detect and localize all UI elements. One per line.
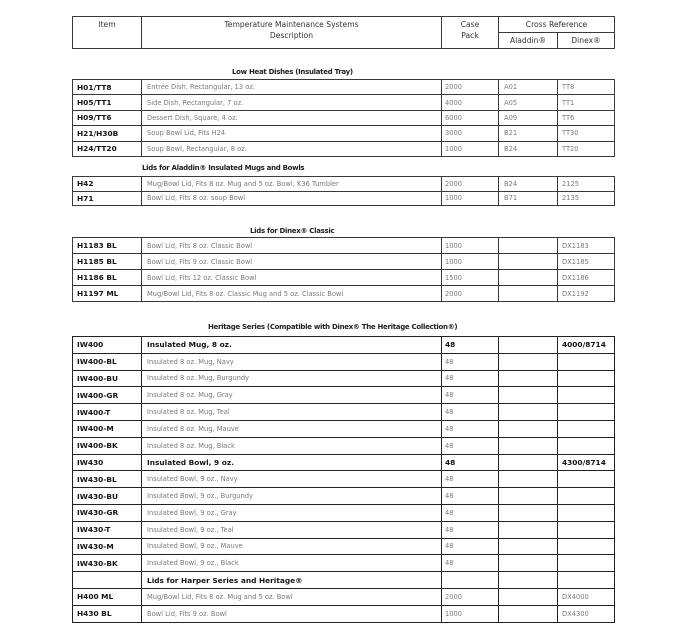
header-case-line2: Pack [461,31,479,40]
table-row [73,254,615,270]
item-code: H430 BL [73,605,142,622]
case-pack: 48 [442,488,499,505]
item-description: Bowl Lid, Fits 9 oz. Bowl [142,605,442,622]
item-code: H400 ML [73,588,142,605]
item-description: Soup Bowl, Rectangular, 8 oz. [142,141,442,156]
dinex-ref [558,504,615,521]
dinex-ref: TT6 [558,110,615,125]
item-description: Insulated Bowl, 9 oz., Mauve [142,538,442,555]
aladdin-ref: B24 [499,177,558,192]
case-pack: 2000 [442,80,499,95]
case-pack: 48 [442,404,499,421]
aladdin-ref [499,521,558,538]
section-title-heritage-series: Heritage Series (Compatible with Dinex® The Heritage Collection®) [208,323,458,331]
dinex-ref: TT1 [558,95,615,110]
dinex-ref [558,521,615,538]
item-code: IW400-BL [73,353,142,370]
header-description [142,17,442,49]
aladdin-ref [499,588,558,605]
section-title-dinex-classic-lids: Lids for Dinex® Classic [250,227,335,235]
dinex-ref [558,404,615,421]
case-pack: 48 [442,504,499,521]
item-description: Bowl Lid, Fits 8 oz. soup Bowl [142,191,442,206]
dinex-ref [558,370,615,387]
item-description: Insulated Bowl, 9 oz., Black [142,555,442,572]
dinex-ref [558,420,615,437]
case-pack: 1500 [442,270,499,286]
case-pack: 4000 [442,95,499,110]
table-row [73,538,615,555]
item-code: H71 [73,191,142,206]
header-description-line1: Temperature Maintenance Systems [224,20,359,29]
case-pack: 48 [442,538,499,555]
item-description: Bowl Lid, Fits 12 oz. Classic Bowl [142,270,442,286]
aladdin-ref: B21 [499,126,558,141]
header-item-label: Item [98,20,116,29]
dinex-ref [558,538,615,555]
aladdin-ref [499,286,558,302]
item-description: Bowl Lid, Fits 8 oz. Classic Bowl [142,238,442,254]
dinex-ref [558,387,615,404]
item-code: H1186 BL [73,270,142,286]
item-code: H21/H30B [73,126,142,141]
case-pack: 1000 [442,191,499,206]
case-pack: 2000 [442,286,499,302]
aladdin-ref [499,538,558,555]
aladdin-ref [499,605,558,622]
table-row [73,588,615,605]
dinex-ref [558,437,615,454]
subsection-header-row [73,572,615,589]
item-code: H1183 BL [73,238,142,254]
aladdin-ref [499,370,558,387]
item-code: IW400-BU [73,370,142,387]
item-description: Insulated 8 oz. Mug, Navy [142,353,442,370]
table-row [73,488,615,505]
dinex-ref: TT20 [558,141,615,156]
table-row [73,337,615,354]
table-row [73,404,615,421]
subsection-title-harper-lids: Lids for Harper Series and Heritage® [142,572,442,589]
table-row [73,191,615,206]
header-aladdin: Aladdin® [499,33,558,49]
item-code: IW430-BU [73,488,142,505]
item-description: Insulated 8 oz. Mug, Gray [142,387,442,404]
table-row [73,420,615,437]
item-code: H01/TT8 [73,80,142,95]
table-row [73,238,615,254]
table-row [73,437,615,454]
header-item [73,17,142,49]
dinex-ref: DX1192 [558,286,615,302]
aladdin-ref [499,353,558,370]
header-dinex: Dinex® [558,33,615,49]
table-row [73,471,615,488]
case-pack: 1000 [442,238,499,254]
dinex-ref: 4300/8714 [558,454,615,471]
aladdin-ref [499,337,558,354]
table-row [73,504,615,521]
column-header-table [72,16,615,49]
item-description: Insulated Bowl, 9 oz. [142,454,442,471]
aladdin-ref [499,238,558,254]
item-code: IW400 [73,337,142,354]
item-description: Side Dish, Rectangular, 7 oz. [142,95,442,110]
item-description: Mug/Bowl Lid, Fits 8 oz. Mug and 5 oz. Bowl [142,588,442,605]
heritage-series-table [72,336,615,623]
item-code: H1197 ML [73,286,142,302]
dinex-ref: 4000/8714 [558,337,615,354]
table-row [73,555,615,572]
case-pack: 1000 [442,141,499,156]
item-description: Soup Bowl Lid, Fits H24 [142,126,442,141]
aladdin-lids-table [72,176,615,206]
aladdin-ref [499,437,558,454]
item-code: H1185 BL [73,254,142,270]
dinex-ref [558,471,615,488]
case-pack: 48 [442,420,499,437]
item-code: IW430-BL [73,471,142,488]
case-pack: 2000 [442,588,499,605]
dinex-ref: DX4300 [558,605,615,622]
item-code: IW430-GR [73,504,142,521]
dinex-ref: DX4000 [558,588,615,605]
case-pack: 48 [442,454,499,471]
case-pack: 1000 [442,254,499,270]
item-code: H42 [73,177,142,192]
aladdin-ref [499,555,558,572]
item-code: H24/TT20 [73,141,142,156]
aladdin-ref [499,420,558,437]
case-pack: 48 [442,471,499,488]
aladdin-ref [499,471,558,488]
dinex-ref: TT8 [558,80,615,95]
case-pack: 48 [442,353,499,370]
section-title-low-heat-dishes: Low Heat Dishes (Insulated Tray) [232,68,353,76]
aladdin-ref [499,387,558,404]
item-code: H09/TT6 [73,110,142,125]
section-title-aladdin-lids: Lids for Aladdin® Insulated Mugs and Bowls [142,164,305,172]
table-row [73,605,615,622]
case-pack: 48 [442,337,499,354]
item-code: IW400-BK [73,437,142,454]
item-code: H05/TT1 [73,95,142,110]
dinex-ref: DX1183 [558,238,615,254]
item-description: Insulated 8 oz. Mug, Black [142,437,442,454]
header-cross-reference: Cross Reference [499,17,615,33]
low-heat-dishes-table [72,79,615,157]
table-row [73,110,615,125]
item-description: Insulated 8 oz. Mug, Mauve [142,420,442,437]
case-pack: 48 [442,437,499,454]
dinex-ref [558,488,615,505]
aladdin-ref [499,454,558,471]
dinex-ref: 2135 [558,191,615,206]
aladdin-ref [499,504,558,521]
item-description: Bowl Lid, Fits 9 oz. Classic Bowl [142,254,442,270]
item-description: Insulated Mug, 8 oz. [142,337,442,354]
aladdin-ref: A05 [499,95,558,110]
item-description: Dessert Dish, Square, 4 oz. [142,110,442,125]
item-description: Insulated Bowl, 9 oz., Burgundy [142,488,442,505]
case-pack: 48 [442,370,499,387]
table-row [73,387,615,404]
item-description: Insulated Bowl, 9 oz., Gray [142,504,442,521]
table-row [73,353,615,370]
case-pack: 2000 [442,177,499,192]
item-code [73,572,142,589]
item-code: IW430-T [73,521,142,538]
header-case-pack [442,17,499,49]
aladdin-ref [499,572,558,589]
aladdin-ref: B24 [499,141,558,156]
header-case-line1: Case [460,20,480,29]
case-pack: 48 [442,387,499,404]
dinex-ref [558,572,615,589]
item-description: Entrée Dish, Rectangular, 13 oz. [142,80,442,95]
item-code: IW400-GR [73,387,142,404]
table-row [73,286,615,302]
table-row [73,177,615,192]
header-description-line2: Description [269,31,314,40]
item-code: IW430-BK [73,555,142,572]
table-row [73,141,615,156]
aladdin-ref [499,254,558,270]
dinex-ref: DX1186 [558,270,615,286]
item-description: Insulated 8 oz. Mug, Teal [142,404,442,421]
item-code: IW400-T [73,404,142,421]
table-row [73,80,615,95]
dinex-classic-lids-table [72,237,615,302]
aladdin-ref: A09 [499,110,558,125]
aladdin-ref: B71 [499,191,558,206]
item-description: Insulated Bowl, 9 oz., Teal [142,521,442,538]
case-pack: 3000 [442,126,499,141]
case-pack [442,572,499,589]
aladdin-ref [499,488,558,505]
case-pack: 48 [442,555,499,572]
item-description: Insulated Bowl, 9 oz., Navy [142,471,442,488]
aladdin-ref [499,270,558,286]
item-description: Mug/Bowl Lid, Fits 8 oz. Classic Mug and 5 oz. Classic Bowl [142,286,442,302]
dinex-ref [558,555,615,572]
dinex-ref: 2125 [558,177,615,192]
item-code: IW430-M [73,538,142,555]
item-code: IW400-M [73,420,142,437]
table-row [73,95,615,110]
table-row [73,370,615,387]
item-code: IW430 [73,454,142,471]
dinex-ref [558,353,615,370]
table-row [73,126,615,141]
table-row [73,454,615,471]
table-row [73,270,615,286]
dinex-ref: DX1185 [558,254,615,270]
aladdin-ref [499,404,558,421]
item-description: Mug/Bowl Lid, Fits 8 oz. Mug and 5 oz. Bowl, K36 Tumbler [142,177,442,192]
aladdin-ref: A01 [499,80,558,95]
case-pack: 48 [442,521,499,538]
case-pack: 1000 [442,605,499,622]
table-row [73,521,615,538]
dinex-ref: TT30 [558,126,615,141]
case-pack: 6000 [442,110,499,125]
item-description: Insulated 8 oz. Mug, Burgundy [142,370,442,387]
